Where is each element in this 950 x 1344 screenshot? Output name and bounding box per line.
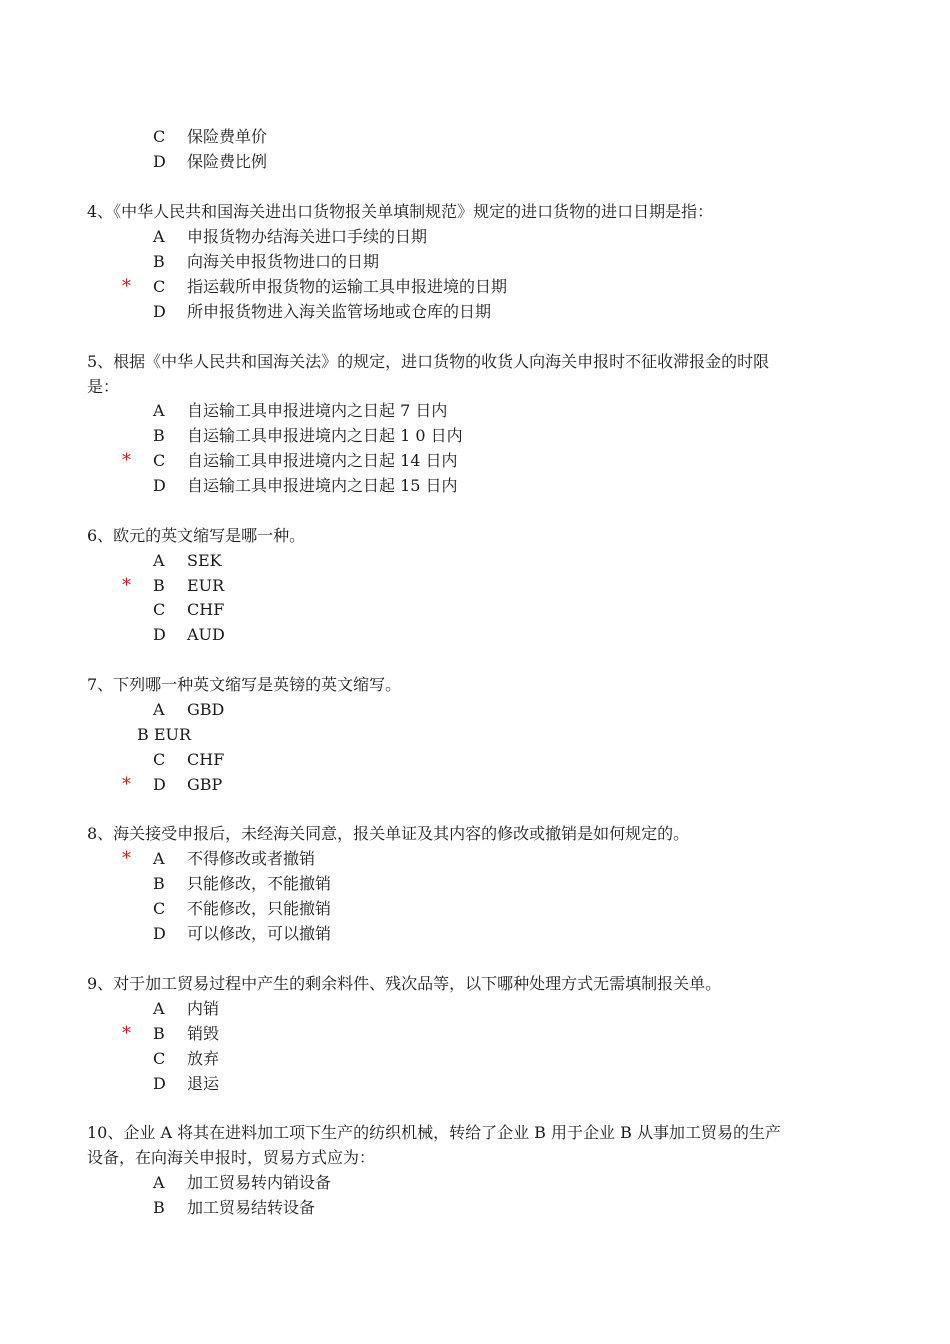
option-letter: A bbox=[153, 999, 165, 1018]
option-letter: A bbox=[153, 700, 165, 719]
option-text: 所申报货物进入海关监管场地或仓库的日期 bbox=[187, 302, 492, 321]
option-text: 保险费单价 bbox=[187, 127, 268, 146]
option-letter: A bbox=[153, 227, 165, 246]
option-text: 自运输工具申报进境内之日起 1 0 日内 bbox=[187, 426, 463, 445]
option-letter: A bbox=[153, 1173, 165, 1192]
option-text: 不得修改或者撤销 bbox=[187, 849, 316, 868]
option-text: CHF bbox=[187, 600, 225, 619]
option-letter: D bbox=[153, 775, 166, 794]
option-text: 内销 bbox=[187, 999, 220, 1018]
option-text: GBP bbox=[187, 775, 223, 794]
option-text: 不能修改，只能撤销 bbox=[187, 899, 332, 918]
option-text: 自运输工具申报进境内之日起 7 日内 bbox=[187, 401, 448, 420]
option-text: 申报货物办结海关进口手续的日期 bbox=[187, 227, 428, 246]
answer-star-icon: * bbox=[122, 575, 131, 596]
option-row-unaligned: B EUR bbox=[137, 725, 192, 744]
option-letter: B bbox=[153, 576, 165, 595]
option-letter: A bbox=[153, 551, 165, 570]
option-letter: A bbox=[153, 401, 165, 420]
question-prompt-continued: 是： bbox=[87, 377, 120, 396]
option-text: 销毁 bbox=[187, 1024, 220, 1043]
question-prompt: 4、《中华人民共和国海关进出口货物报关单填制规范》规定的进口货物的进口日期是指： bbox=[87, 202, 714, 221]
answer-star-icon: * bbox=[122, 450, 131, 471]
option-text: 自运输工具申报进境内之日起 14 日内 bbox=[187, 451, 458, 470]
option-text: CHF bbox=[187, 750, 225, 769]
option-letter: C bbox=[153, 899, 166, 918]
option-letter: C bbox=[153, 127, 166, 146]
option-letter: B bbox=[153, 426, 165, 445]
option-text: 保险费比例 bbox=[187, 152, 268, 171]
option-text: GBD bbox=[187, 700, 225, 719]
option-letter: D bbox=[153, 476, 166, 495]
question-prompt: 7、下列哪一种英文缩写是英镑的英文缩写。 bbox=[87, 675, 402, 694]
option-letter: C bbox=[153, 451, 166, 470]
option-text: 向海关申报货物进口的日期 bbox=[187, 252, 380, 271]
option-letter: C bbox=[153, 750, 166, 769]
option-text: EUR bbox=[187, 576, 225, 595]
option-text: 只能修改，不能撤销 bbox=[187, 874, 332, 893]
answer-star-icon: * bbox=[122, 276, 131, 297]
question-prompt: 9、对于加工贸易过程中产生的剩余料件、残次品等，以下哪种处理方式无需填制报关单。 bbox=[87, 974, 722, 993]
option-letter: A bbox=[153, 849, 165, 868]
option-text: 可以修改，可以撤销 bbox=[187, 924, 332, 943]
option-letter: B bbox=[153, 874, 165, 893]
answer-star-icon: * bbox=[122, 848, 131, 869]
question-prompt: 6、欧元的英文缩写是哪一种。 bbox=[87, 526, 306, 545]
option-text: AUD bbox=[187, 625, 225, 644]
option-text: 退运 bbox=[187, 1074, 220, 1093]
option-letter: B bbox=[153, 1024, 165, 1043]
option-letter: B bbox=[153, 1198, 165, 1217]
option-letter: D bbox=[153, 302, 166, 321]
option-text: 加工贸易转内销设备 bbox=[187, 1173, 332, 1192]
option-text: SEK bbox=[187, 551, 222, 570]
option-text: 放弃 bbox=[187, 1049, 220, 1068]
option-letter: D bbox=[153, 152, 166, 171]
option-text: 自运输工具申报进境内之日起 15 日内 bbox=[187, 476, 458, 495]
option-letter: D bbox=[153, 924, 166, 943]
question-prompt: 5、根据《中华人民共和国海关法》的规定，进口货物的收货人向海关申报时不征收滞报金的时限 bbox=[87, 352, 770, 371]
option-letter: D bbox=[153, 1074, 166, 1093]
option-text: 加工贸易结转设备 bbox=[187, 1198, 316, 1217]
question-prompt: 10、企业 A 将其在进料加工项下生产的纺织机械，转给了企业 B 用于企业 B 从事加工贸易的生产 bbox=[87, 1123, 781, 1142]
question-prompt-continued: 设备，在向海关申报时，贸易方式应为： bbox=[87, 1148, 376, 1167]
answer-star-icon: * bbox=[122, 774, 131, 795]
answer-star-icon: * bbox=[122, 1023, 131, 1044]
option-letter: C bbox=[153, 600, 166, 619]
option-text: 指运载所申报货物的运输工具申报进境的日期 bbox=[187, 277, 508, 296]
option-letter: C bbox=[153, 277, 166, 296]
option-letter: D bbox=[153, 625, 166, 644]
option-letter: C bbox=[153, 1049, 166, 1068]
question-prompt: 8、海关接受申报后，未经海关同意，报关单证及其内容的修改或撤销是如何规定的。 bbox=[87, 824, 690, 843]
option-letter: B bbox=[153, 252, 165, 271]
